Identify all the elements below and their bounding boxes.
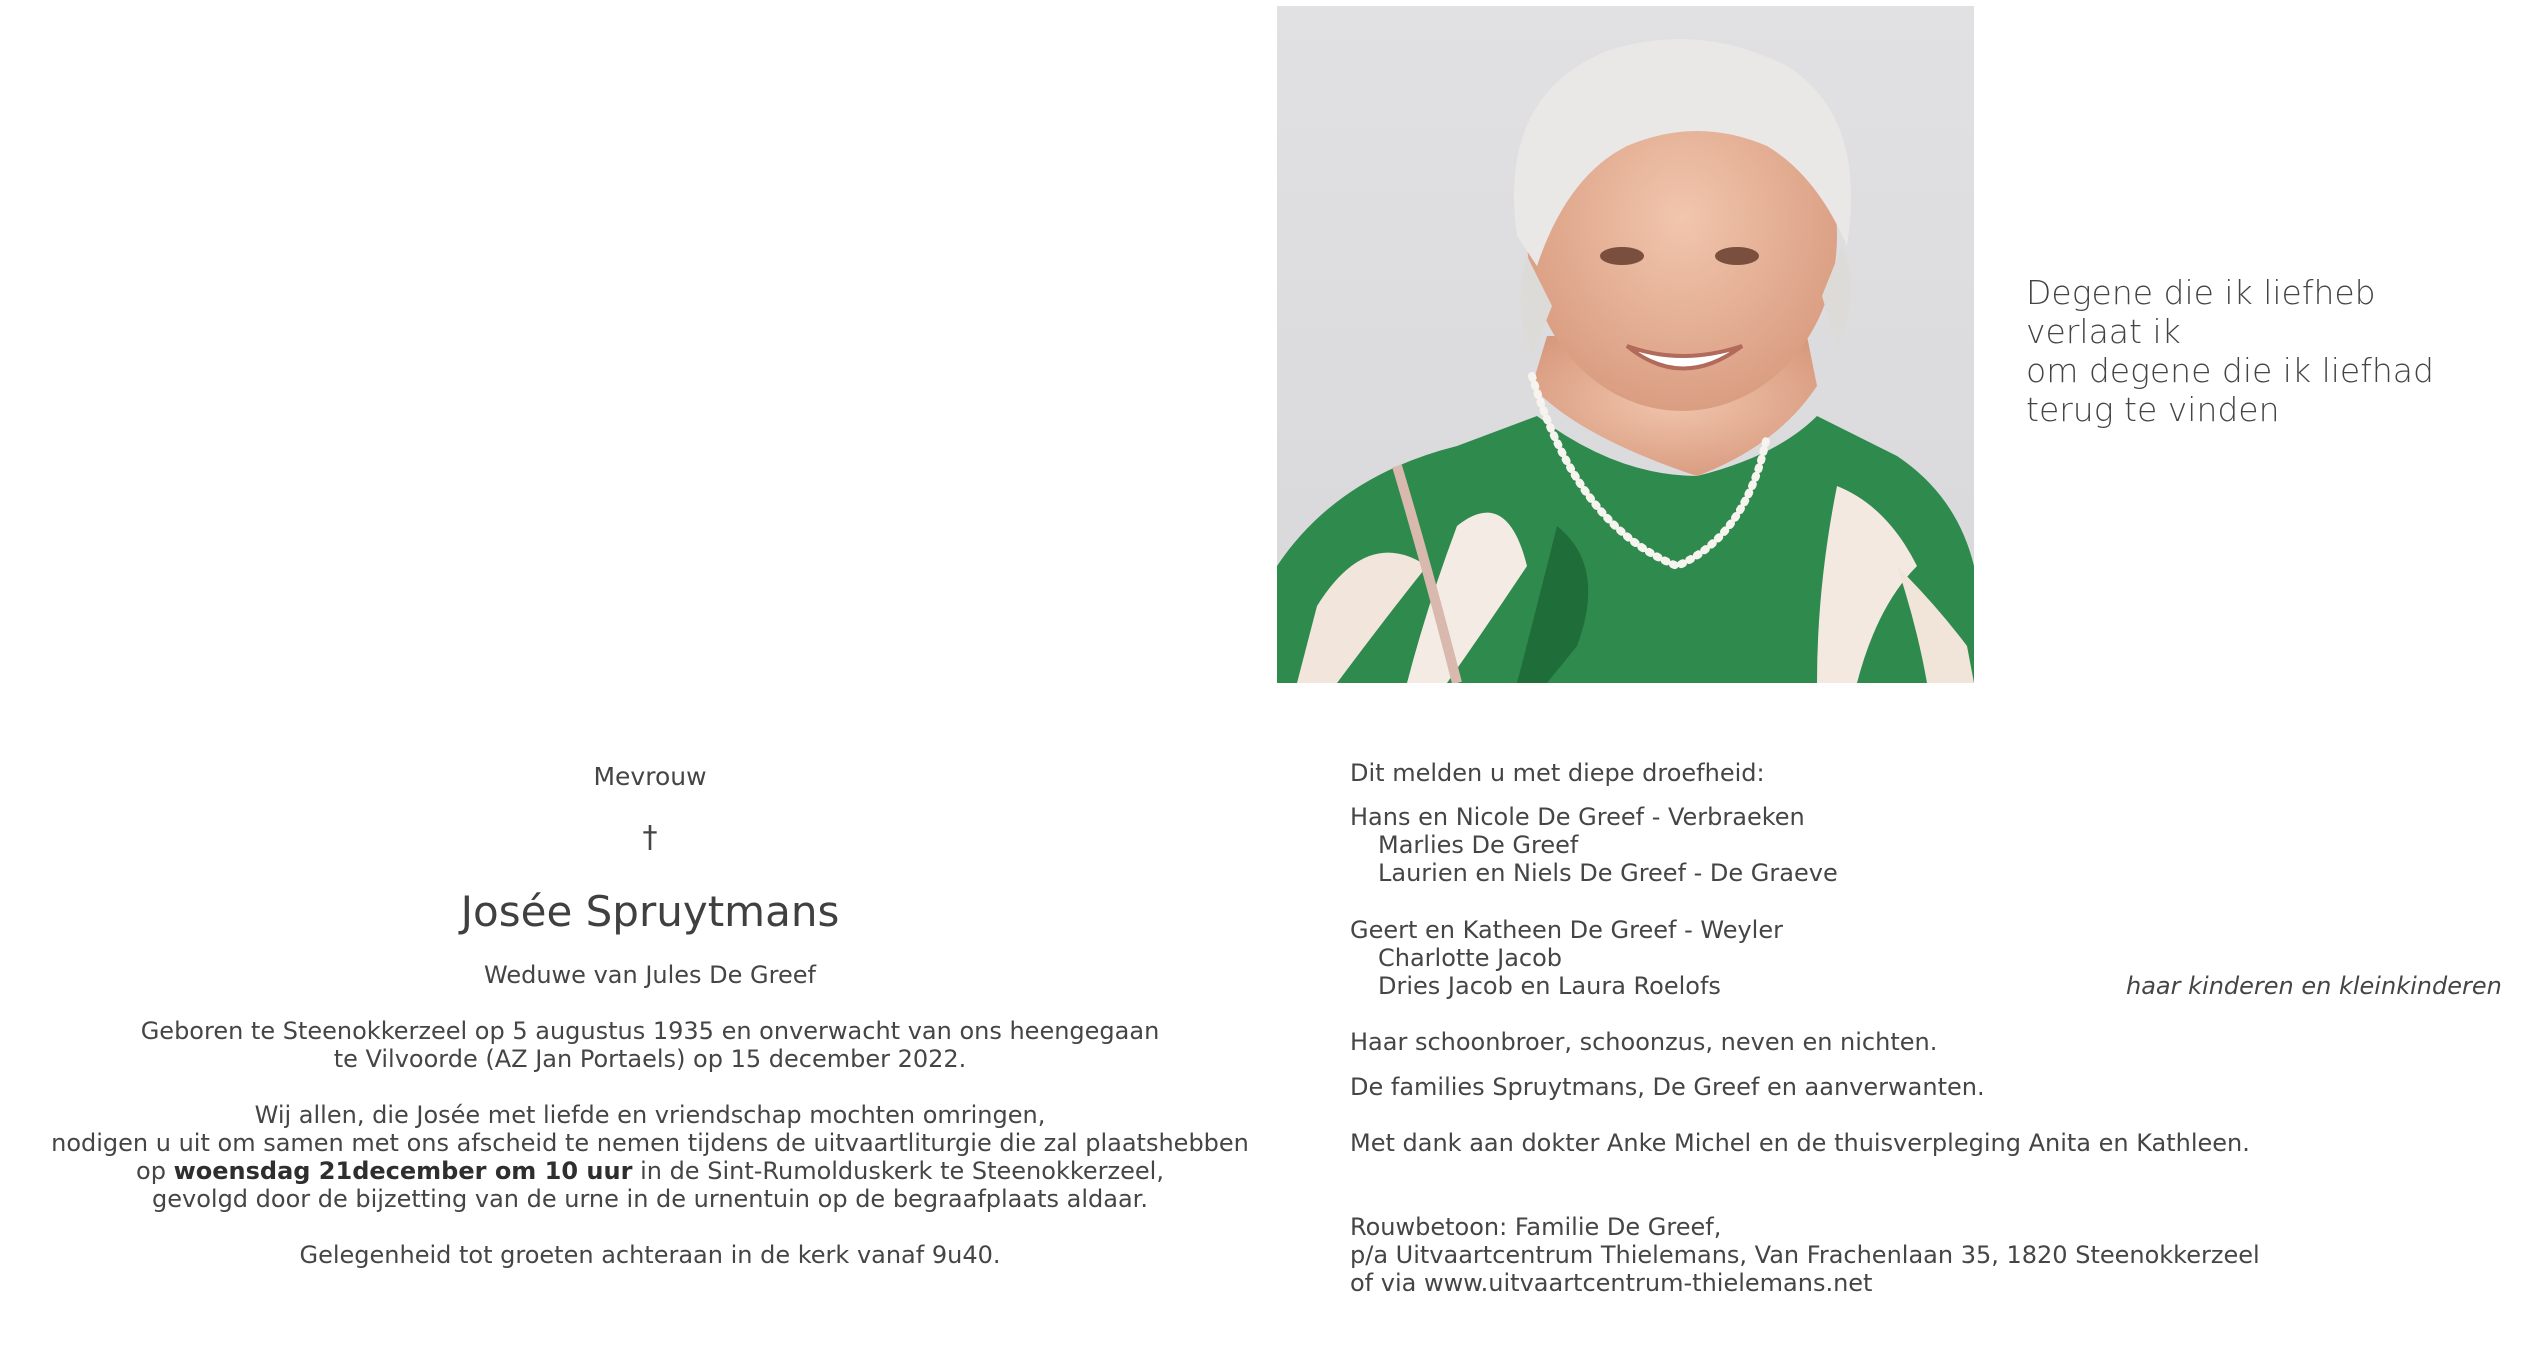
deceased-name: Josée Spruytmans [460, 887, 840, 936]
invitation-pre: op [136, 1157, 174, 1185]
poem-line: om degene die ik liefhad [2026, 351, 2434, 390]
family-member: Laurien en Niels De Greef - De Graeve [1378, 859, 1838, 887]
invitation-line: Wij allen, die Josée met liefde en vriendschap mochten omringen, [254, 1101, 1046, 1129]
announce-line: Dit melden u met diepe droefheid: [1350, 759, 1765, 787]
cross-icon: † [642, 820, 658, 855]
family-member: Marlies De Greef [1378, 831, 1579, 859]
birth-death-line: te Vilvoorde (AZ Jan Portaels) op 15 december 2022. [333, 1045, 967, 1073]
birth-death-line: Geboren te Steenokkerzeel op 5 augustus 1935 en onverwacht van ons heengegaan [140, 1017, 1160, 1045]
condolence-line: Rouwbetoon: Familie De Greef, [1350, 1213, 1722, 1241]
thanks-line: Met dank aan dokter Anke Michel en de thuisverpleging Anita en Kathleen. [1350, 1129, 2250, 1157]
condolence-website: of via www.uitvaartcentrum-thielemans.net [1350, 1269, 1873, 1297]
invitation-line [0, 1157, 1300, 1185]
poem-line: terug te vinden [2026, 390, 2280, 429]
family-member: Dries Jacob en Laura Roelofs [1378, 972, 1721, 1000]
condolence-address: p/a Uitvaartcentrum Thielemans, Van Frachenlaan 35, 1820 Steenokkerzeel [1350, 1241, 2260, 1269]
inlaws-line: Haar schoonbroer, schoonzus, neven en nichten. [1350, 1028, 1938, 1056]
invitation-line: gevolgd door de bijzetting van de urne in de urnentuin op de begraafplaats aldaar. [152, 1185, 1148, 1213]
honorific-title: Mevrouw [593, 762, 707, 791]
poem-line: Degene die ik liefheb [2026, 273, 2376, 312]
kids-label: haar kinderen en kleinkinderen [2126, 972, 2502, 1000]
poem [2026, 273, 2496, 429]
portrait-image [1277, 6, 1974, 683]
family-member: Charlotte Jacob [1378, 944, 1563, 972]
portrait-photo [1277, 6, 1974, 683]
family-group-head: Geert en Katheen De Greef - Weyler [1350, 916, 1783, 944]
family-group-head: Hans en Nicole De Greef - Verbraeken [1350, 803, 1805, 831]
funeral-date: woensdag 21december om 10 uur [173, 1157, 633, 1185]
poem-line: verlaat ik [2026, 312, 2181, 351]
greeting-info: Gelegenheid tot groeten achteraan in de kerk vanaf 9u40. [299, 1241, 1001, 1269]
invitation-line: nodigen u uit om samen met ons afscheid te nemen tijdens de uitvaartliturgie die zal plaatshebben [51, 1129, 1249, 1157]
widow-of: Weduwe van Jules De Greef [484, 961, 816, 989]
families-line: De families Spruytmans, De Greef en aanverwanten. [1350, 1073, 1985, 1101]
invitation-post: in de Sint-Rumolduskerk te Steenokkerzeel, [632, 1157, 1164, 1185]
